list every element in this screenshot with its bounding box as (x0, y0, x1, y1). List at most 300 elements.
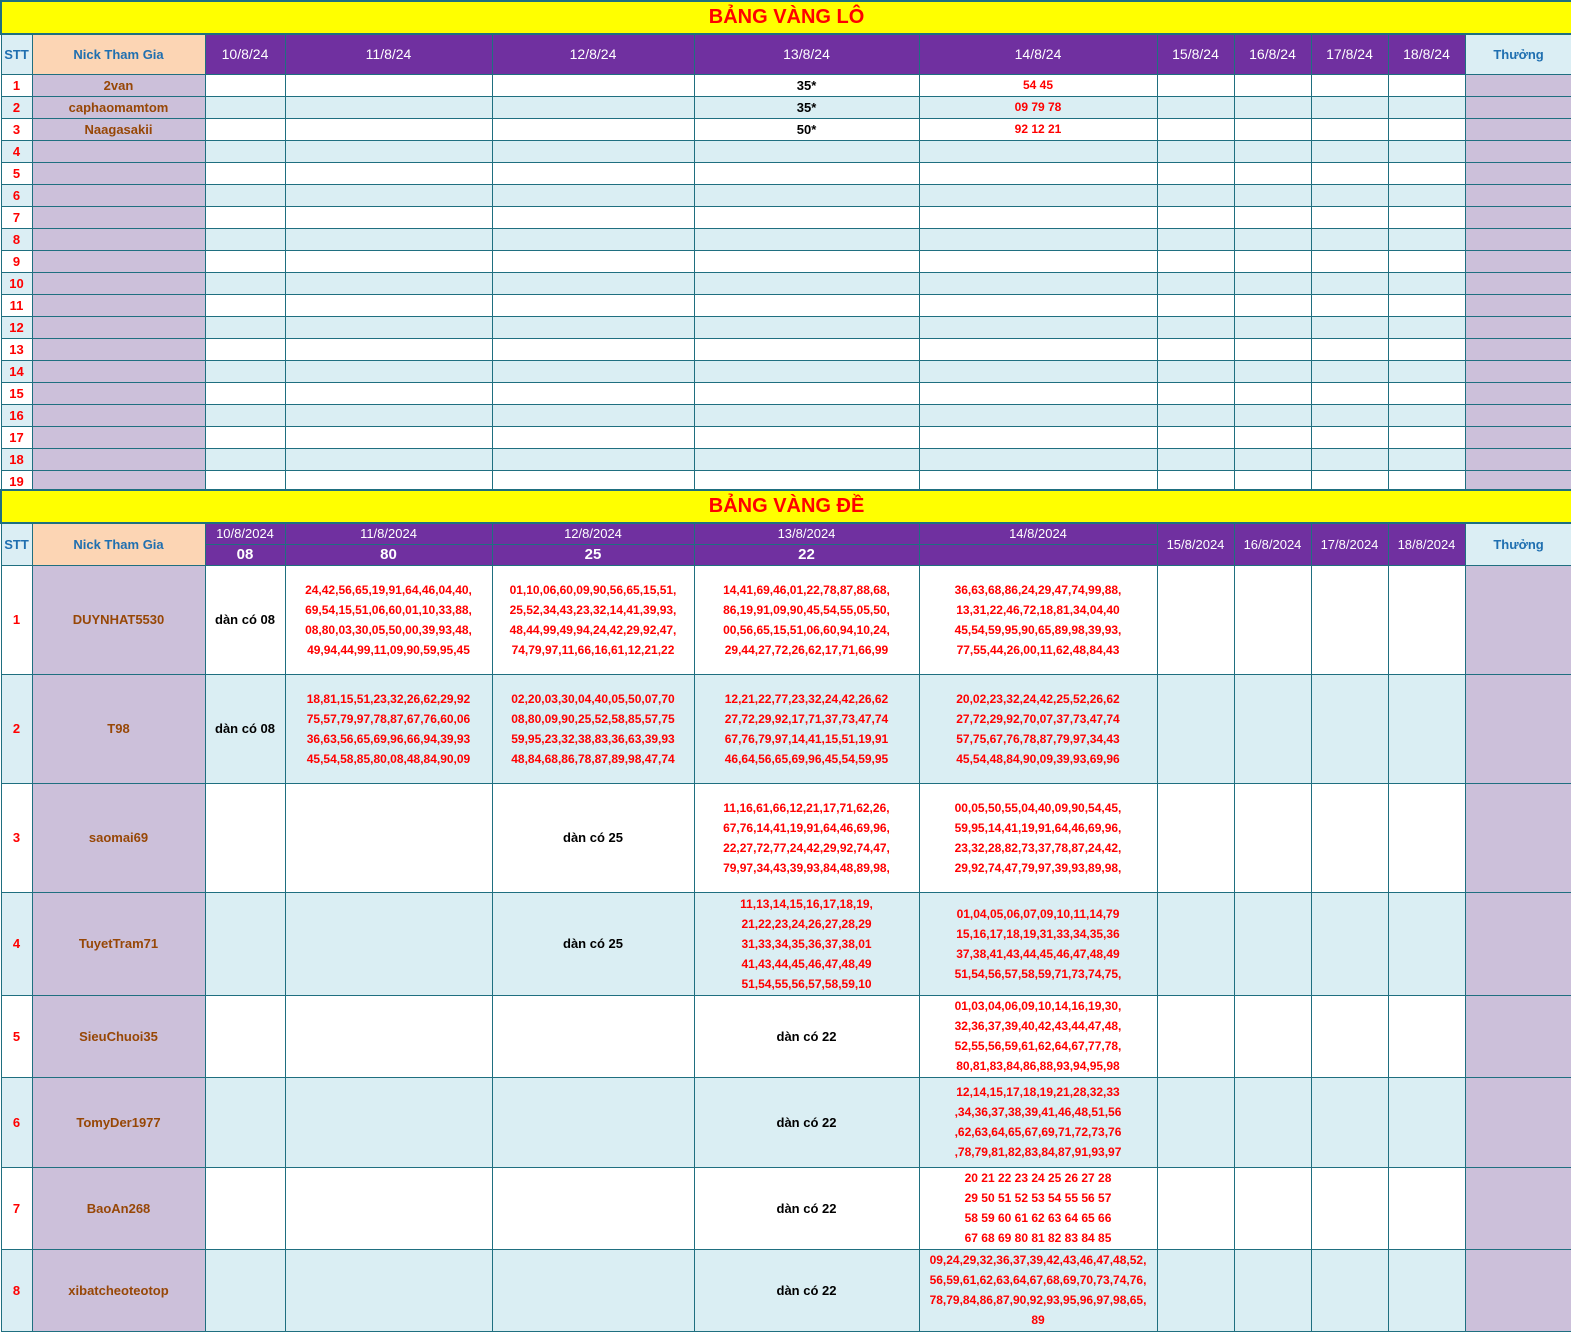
lo-cell-d17 (1311, 382, 1388, 404)
de-cell-numbers (1234, 1249, 1311, 1331)
row-number: 3 (1, 118, 32, 140)
row-number: 5 (1, 995, 32, 1077)
lo-cell-d16 (1234, 118, 1311, 140)
row-number: 6 (1, 1077, 32, 1167)
lo-cell-d18 (1388, 250, 1465, 272)
lo-cell-d11 (285, 426, 492, 448)
lo-cell-d13 (694, 140, 919, 162)
lo-cell-d16 (1234, 140, 1311, 162)
de-cell-numbers (1311, 1167, 1388, 1249)
lo-cell-d18 (1388, 294, 1465, 316)
lo-cell-d18 (1388, 360, 1465, 382)
row-number: 4 (1, 892, 32, 995)
lo-cell-d10 (205, 74, 285, 96)
de-cell-note: dàn có 22 (694, 1077, 919, 1167)
de-cell-numbers (1311, 674, 1388, 783)
lo-cell-d10 (205, 404, 285, 426)
lo-cell-d12 (492, 448, 694, 470)
lo-row (1, 316, 1571, 338)
lo-cell-d11 (285, 118, 492, 140)
nick-cell: 2van (32, 74, 205, 96)
lo-row (1, 184, 1571, 206)
de-cell-numbers (285, 995, 492, 1077)
reward-cell (1465, 892, 1571, 995)
lo-cell-d10 (205, 184, 285, 206)
de-cell-numbers: 00,05,50,55,04,40,09,90,54,45, 59,95,14,41,19,91,64,46,69,96, 23,32,28,82,73,37,78,87,24,42, 29,92,74,47,79,97,39,93,89,98, (919, 783, 1157, 892)
lo-header-reward: Thưởng (1465, 34, 1571, 74)
de-cell-numbers (492, 995, 694, 1077)
lo-cell-d13 (694, 382, 919, 404)
de-header-date: 16/8/2024 (1234, 523, 1311, 565)
row-number: 2 (1, 674, 32, 783)
lo-row (1, 338, 1571, 360)
lo-cell-d17 (1311, 74, 1388, 96)
de-header-date: 10/8/2024 (205, 523, 285, 544)
de-cell-numbers (1388, 995, 1465, 1077)
nick-cell (32, 162, 205, 184)
lo-row (1, 118, 1571, 140)
lo-cell-d16 (1234, 360, 1311, 382)
nick-cell (32, 448, 205, 470)
lo-cell-d12 (492, 338, 694, 360)
row-number: 6 (1, 184, 32, 206)
nick-cell: caphaomamtom (32, 96, 205, 118)
lo-cell-d11 (285, 74, 492, 96)
de-body (1, 565, 1571, 1331)
de-cell-numbers (205, 995, 285, 1077)
lo-header-date: 12/8/24 (492, 34, 694, 74)
lo-cell-d15 (1157, 206, 1234, 228)
lo-cell-d14 (919, 316, 1157, 338)
nick-cell (32, 140, 205, 162)
lo-cell-d18 (1388, 272, 1465, 294)
lo-table (0, 0, 1571, 493)
de-row (1, 892, 1571, 995)
de-cell-numbers: 20,02,23,32,24,42,25,52,26,62 27,72,29,92,70,07,37,73,47,74 57,75,67,76,78,87,79,97,34,43 45,54,48,84,90,09,39,93,69,96 (919, 674, 1157, 783)
de-cell-numbers (1311, 1249, 1388, 1331)
de-cell-note: dàn có 22 (694, 1249, 919, 1331)
lo-cell-d13: 35* (694, 74, 919, 96)
lo-cell-d14 (919, 184, 1157, 206)
nick-cell: TuyetTram71 (32, 892, 205, 995)
lo-cell-d17 (1311, 426, 1388, 448)
lo-cell-d16 (1234, 338, 1311, 360)
lo-cell-d18 (1388, 338, 1465, 360)
lo-cell-d12 (492, 228, 694, 250)
lo-cell-d16 (1234, 162, 1311, 184)
lo-cell-d15 (1157, 250, 1234, 272)
lo-cell-d11 (285, 228, 492, 250)
lo-row (1, 162, 1571, 184)
nick-cell (32, 206, 205, 228)
row-number: 8 (1, 228, 32, 250)
reward-cell (1465, 565, 1571, 674)
lo-cell-d14 (919, 382, 1157, 404)
lo-cell-d16 (1234, 404, 1311, 426)
de-cell-numbers: 24,42,56,65,19,91,64,46,04,40, 69,54,15,51,06,60,01,10,33,88, 08,80,03,30,05,50,00,39,93,48, 49,94,44,99,11,09,90,59,95,45 (285, 565, 492, 674)
de-row (1, 1167, 1571, 1249)
lo-cell-d15 (1157, 272, 1234, 294)
de-header-date: 14/8/2024 (919, 523, 1157, 544)
lo-cell-d13 (694, 206, 919, 228)
lo-cell-d14 (919, 206, 1157, 228)
lo-cell-d13: 50* (694, 118, 919, 140)
lo-cell-d11 (285, 382, 492, 404)
lo-cell-d13 (694, 426, 919, 448)
de-cell-numbers (285, 1249, 492, 1331)
row-number: 10 (1, 272, 32, 294)
lo-cell-d14: 54 45 (919, 74, 1157, 96)
lo-cell-d12 (492, 162, 694, 184)
de-result: 22 (694, 544, 919, 565)
lo-cell-d18 (1388, 184, 1465, 206)
de-cell-numbers (1311, 892, 1388, 995)
de-cell-numbers: 09,24,29,32,36,37,39,42,43,46,47,48,52, 56,59,61,62,63,64,67,68,69,70,73,74,76, 78,79,84,86,87,90,92,93,95,96,97,98,65, 89 (919, 1249, 1157, 1331)
lo-cell-d17 (1311, 272, 1388, 294)
nick-cell (32, 316, 205, 338)
lo-cell-d11 (285, 360, 492, 382)
row-number: 13 (1, 338, 32, 360)
row-number: 7 (1, 206, 32, 228)
lo-cell-d14 (919, 272, 1157, 294)
lo-cell-d10 (205, 140, 285, 162)
lo-cell-d16 (1234, 316, 1311, 338)
de-cell-numbers (1157, 783, 1234, 892)
de-cell-numbers (1157, 1077, 1234, 1167)
lo-cell-d14 (919, 250, 1157, 272)
lo-cell-d16 (1234, 294, 1311, 316)
lo-cell-d12 (492, 272, 694, 294)
lo-cell-d11 (285, 448, 492, 470)
de-cell-numbers: 14,41,69,46,01,22,78,87,88,68, 86,19,91,09,90,45,54,55,05,50, 00,56,65,15,51,06,60,94,10,24, 29,44,27,72,26,62,17,71,66,99 (694, 565, 919, 674)
lo-row (1, 294, 1571, 316)
nick-cell (32, 382, 205, 404)
de-result: 08 (205, 544, 285, 565)
lo-header-nick: Nick Tham Gia (32, 34, 205, 74)
lo-header-date: 13/8/24 (694, 34, 919, 74)
lo-cell-d15 (1157, 118, 1234, 140)
row-number: 5 (1, 162, 32, 184)
lo-row (1, 382, 1571, 404)
row-number: 11 (1, 294, 32, 316)
de-cell-numbers: 11,13,14,15,16,17,18,19, 21,22,23,24,26,27,28,29 31,33,34,35,36,37,38,01 41,43,44,45,46,47,48,49 51,54,55,56,57,58,59,10 (694, 892, 919, 995)
lo-row (1, 360, 1571, 382)
de-cell-numbers: 11,16,61,66,12,21,17,71,62,26, 67,76,14,41,19,91,64,46,69,96, 22,27,72,77,24,42,29,92,74,47, 79,97,34,43,39,93,84,48,89,98, (694, 783, 919, 892)
nick-cell: saomai69 (32, 783, 205, 892)
de-result (919, 544, 1157, 565)
lo-cell-d15 (1157, 338, 1234, 360)
reward-cell (1465, 118, 1571, 140)
lo-cell-d15 (1157, 316, 1234, 338)
de-row (1, 1249, 1571, 1331)
nick-cell (32, 272, 205, 294)
de-header-reward: Thưởng (1465, 523, 1571, 565)
reward-cell (1465, 272, 1571, 294)
de-cell-note: dàn có 08 (205, 674, 285, 783)
de-cell-numbers (1157, 892, 1234, 995)
lo-cell-d13 (694, 338, 919, 360)
reward-cell (1465, 294, 1571, 316)
reward-cell (1465, 206, 1571, 228)
row-number: 15 (1, 382, 32, 404)
nick-cell (32, 250, 205, 272)
de-cell-numbers (1388, 892, 1465, 995)
lo-cell-d18 (1388, 228, 1465, 250)
de-cell-note: dàn có 22 (694, 995, 919, 1077)
de-cell-numbers: 01,04,05,06,07,09,10,11,14,79 15,16,17,18,19,31,33,34,35,36 37,38,41,43,44,45,46,47,48,49 51,54,56,57,58,59,71,73,74,75, (919, 892, 1157, 995)
lo-header-stt: STT (1, 34, 32, 74)
de-cell-numbers (492, 1167, 694, 1249)
de-row (1, 783, 1571, 892)
de-header-date: 11/8/2024 (285, 523, 492, 544)
nick-cell: xibatcheoteotop (32, 1249, 205, 1331)
de-cell-note: dàn có 22 (694, 1167, 919, 1249)
de-cell-numbers: 01,03,04,06,09,10,14,16,19,30, 32,36,37,39,40,42,43,44,47,48, 52,55,56,59,61,62,64,67,77,78, 80,81,83,84,86,88,93,94,95,98 (919, 995, 1157, 1077)
lo-body (1, 74, 1571, 492)
lo-cell-d17 (1311, 316, 1388, 338)
lo-cell-d11 (285, 140, 492, 162)
nick-cell: SieuChuoi35 (32, 995, 205, 1077)
lo-cell-d10 (205, 316, 285, 338)
lo-cell-d11 (285, 250, 492, 272)
lo-cell-d12 (492, 294, 694, 316)
de-cell-numbers (285, 1077, 492, 1167)
lo-row (1, 228, 1571, 250)
lo-cell-d17 (1311, 250, 1388, 272)
lo-cell-d18 (1388, 426, 1465, 448)
lo-cell-d15 (1157, 228, 1234, 250)
reward-cell (1465, 360, 1571, 382)
lo-cell-d18 (1388, 74, 1465, 96)
lo-cell-d14: 09 79 78 (919, 96, 1157, 118)
lo-cell-d18 (1388, 448, 1465, 470)
lo-cell-d16 (1234, 448, 1311, 470)
lo-cell-d15 (1157, 382, 1234, 404)
de-cell-numbers: 20 21 22 23 24 25 26 27 28 29 50 51 52 53 54 55 56 57 58 59 60 61 62 63 64 65 66 67 68 69 80 81 82 83 84 85 (919, 1167, 1157, 1249)
lo-cell-d15 (1157, 96, 1234, 118)
lo-cell-d13 (694, 162, 919, 184)
lo-cell-d12 (492, 140, 694, 162)
lo-cell-d14 (919, 162, 1157, 184)
lo-cell-d12 (492, 118, 694, 140)
lo-cell-d11 (285, 162, 492, 184)
lo-header-date: 10/8/24 (205, 34, 285, 74)
de-cell-numbers (285, 892, 492, 995)
lo-cell-d11 (285, 272, 492, 294)
de-cell-numbers (1157, 995, 1234, 1077)
de-cell-numbers (1157, 565, 1234, 674)
lo-cell-d12 (492, 316, 694, 338)
de-cell-numbers (205, 1077, 285, 1167)
lo-row (1, 74, 1571, 96)
de-cell-numbers (1234, 565, 1311, 674)
de-cell-numbers (1234, 1167, 1311, 1249)
lo-cell-d12 (492, 360, 694, 382)
lo-row (1, 404, 1571, 426)
lo-cell-d11 (285, 206, 492, 228)
de-row (1, 565, 1571, 674)
row-number: 14 (1, 360, 32, 382)
de-cell-numbers (492, 1249, 694, 1331)
de-cell-numbers (1311, 783, 1388, 892)
lo-cell-d17 (1311, 228, 1388, 250)
lo-cell-d11 (285, 294, 492, 316)
nick-cell: TomyDer1977 (32, 1077, 205, 1167)
lo-cell-d13 (694, 228, 919, 250)
lo-cell-d18 (1388, 118, 1465, 140)
de-cell-numbers (1388, 1167, 1465, 1249)
lo-cell-d13 (694, 294, 919, 316)
lo-cell-d12 (492, 250, 694, 272)
de-cell-numbers (1388, 1249, 1465, 1331)
de-cell-numbers: 12,14,15,17,18,19,21,28,32,33 ,34,36,37,38,39,41,46,48,51,56 ,62,63,64,65,67,69,71,72,73,76 ,78,79,81,82,83,84,87,91,93,97 (919, 1077, 1157, 1167)
de-cell-note: dàn có 25 (492, 892, 694, 995)
lo-row (1, 426, 1571, 448)
lo-cell-d17 (1311, 206, 1388, 228)
lo-cell-d17 (1311, 294, 1388, 316)
lo-cell-d17 (1311, 118, 1388, 140)
lo-cell-d15 (1157, 184, 1234, 206)
de-cell-numbers (1157, 1249, 1234, 1331)
lo-cell-d17 (1311, 360, 1388, 382)
de-cell-numbers (285, 783, 492, 892)
row-number: 16 (1, 404, 32, 426)
lo-cell-d12 (492, 206, 694, 228)
lo-cell-d10 (205, 118, 285, 140)
lo-cell-d15 (1157, 140, 1234, 162)
lo-cell-d16 (1234, 228, 1311, 250)
row-number: 3 (1, 783, 32, 892)
row-number: 2 (1, 96, 32, 118)
lo-cell-d13 (694, 250, 919, 272)
lo-cell-d18 (1388, 382, 1465, 404)
nick-cell (32, 184, 205, 206)
reward-cell (1465, 316, 1571, 338)
lo-cell-d11 (285, 338, 492, 360)
lo-row (1, 250, 1571, 272)
lo-cell-d15 (1157, 360, 1234, 382)
lo-cell-d10 (205, 448, 285, 470)
lo-cell-d15 (1157, 448, 1234, 470)
de-header-date: 17/8/2024 (1311, 523, 1388, 565)
de-cell-numbers (1234, 892, 1311, 995)
lo-cell-d10 (205, 206, 285, 228)
lo-cell-d17 (1311, 338, 1388, 360)
row-number: 18 (1, 448, 32, 470)
nick-cell (32, 338, 205, 360)
reward-cell (1465, 96, 1571, 118)
reward-cell (1465, 162, 1571, 184)
reward-cell (1465, 426, 1571, 448)
de-cell-numbers (1234, 674, 1311, 783)
de-row (1, 995, 1571, 1077)
de-cell-numbers (1388, 783, 1465, 892)
lo-cell-d10 (205, 426, 285, 448)
de-cell-numbers: 18,81,15,51,23,32,26,62,29,92 75,57,79,97,78,87,67,76,60,06 36,63,56,65,69,96,66,94,39,93 45,54,58,85,80,08,48,84,90,09 (285, 674, 492, 783)
reward-cell (1465, 1167, 1571, 1249)
reward-cell (1465, 382, 1571, 404)
de-cell-numbers (1234, 783, 1311, 892)
de-table (0, 489, 1571, 1332)
reward-cell (1465, 228, 1571, 250)
lo-cell-d12 (492, 96, 694, 118)
lo-cell-d17 (1311, 162, 1388, 184)
lo-cell-d14 (919, 338, 1157, 360)
nick-cell (32, 228, 205, 250)
lo-cell-d14 (919, 448, 1157, 470)
lo-cell-d18 (1388, 140, 1465, 162)
lo-cell-d12 (492, 74, 694, 96)
lo-cell-d16 (1234, 96, 1311, 118)
lo-cell-d15 (1157, 74, 1234, 96)
lo-cell-d17 (1311, 448, 1388, 470)
lo-cell-d17 (1311, 96, 1388, 118)
lo-title: BẢNG VÀNG LÔ (1, 1, 1571, 34)
de-cell-numbers (1234, 1077, 1311, 1167)
de-cell-numbers (205, 1167, 285, 1249)
reward-cell (1465, 448, 1571, 470)
lo-cell-d14 (919, 426, 1157, 448)
lo-cell-d13 (694, 448, 919, 470)
lo-cell-d14 (919, 360, 1157, 382)
lo-cell-d14 (919, 228, 1157, 250)
de-title: BẢNG VÀNG ĐỀ (1, 490, 1571, 523)
lo-cell-d11 (285, 404, 492, 426)
de-cell-numbers (1388, 674, 1465, 783)
de-cell-numbers (1388, 1077, 1465, 1167)
reward-cell (1465, 995, 1571, 1077)
lo-header-date: 16/8/24 (1234, 34, 1311, 74)
lo-row (1, 96, 1571, 118)
lo-cell-d12 (492, 184, 694, 206)
nick-cell: BaoAn268 (32, 1167, 205, 1249)
de-cell-numbers (1311, 995, 1388, 1077)
de-cell-numbers: 12,21,22,77,23,32,24,42,26,62 27,72,29,92,17,71,37,73,47,74 67,76,79,97,14,41,15,51,19,91 46,64,56,65,69,96,45,54,59,95 (694, 674, 919, 783)
lo-cell-d13: 35* (694, 96, 919, 118)
row-number: 9 (1, 250, 32, 272)
lo-cell-d13 (694, 404, 919, 426)
lo-cell-d13 (694, 316, 919, 338)
lo-cell-d10 (205, 294, 285, 316)
lo-header-date: 15/8/24 (1157, 34, 1234, 74)
de-cell-numbers (205, 783, 285, 892)
row-number: 17 (1, 426, 32, 448)
lo-cell-d14 (919, 140, 1157, 162)
lo-row (1, 206, 1571, 228)
de-result: 25 (492, 544, 694, 565)
de-cell-note: dàn có 25 (492, 783, 694, 892)
de-cell-numbers: 36,63,68,86,24,29,47,74,99,88, 13,31,22,46,72,18,81,34,04,40 45,54,59,95,90,65,89,98,39,93, 77,55,44,26,00,11,62,48,84,43 (919, 565, 1157, 674)
lo-cell-d13 (694, 184, 919, 206)
lo-cell-d17 (1311, 404, 1388, 426)
row-number: 1 (1, 74, 32, 96)
lo-header-date: 14/8/24 (919, 34, 1157, 74)
lo-cell-d15 (1157, 294, 1234, 316)
de-cell-numbers (205, 1249, 285, 1331)
reward-cell (1465, 783, 1571, 892)
lo-cell-d10 (205, 162, 285, 184)
lo-row (1, 140, 1571, 162)
nick-cell: Naagasakii (32, 118, 205, 140)
lo-cell-d14 (919, 294, 1157, 316)
nick-cell (32, 404, 205, 426)
reward-cell (1465, 140, 1571, 162)
de-header-nick: Nick Tham Gia (32, 523, 205, 565)
lo-cell-d16 (1234, 426, 1311, 448)
lo-cell-d18 (1388, 316, 1465, 338)
reward-cell (1465, 404, 1571, 426)
lo-cell-d12 (492, 404, 694, 426)
